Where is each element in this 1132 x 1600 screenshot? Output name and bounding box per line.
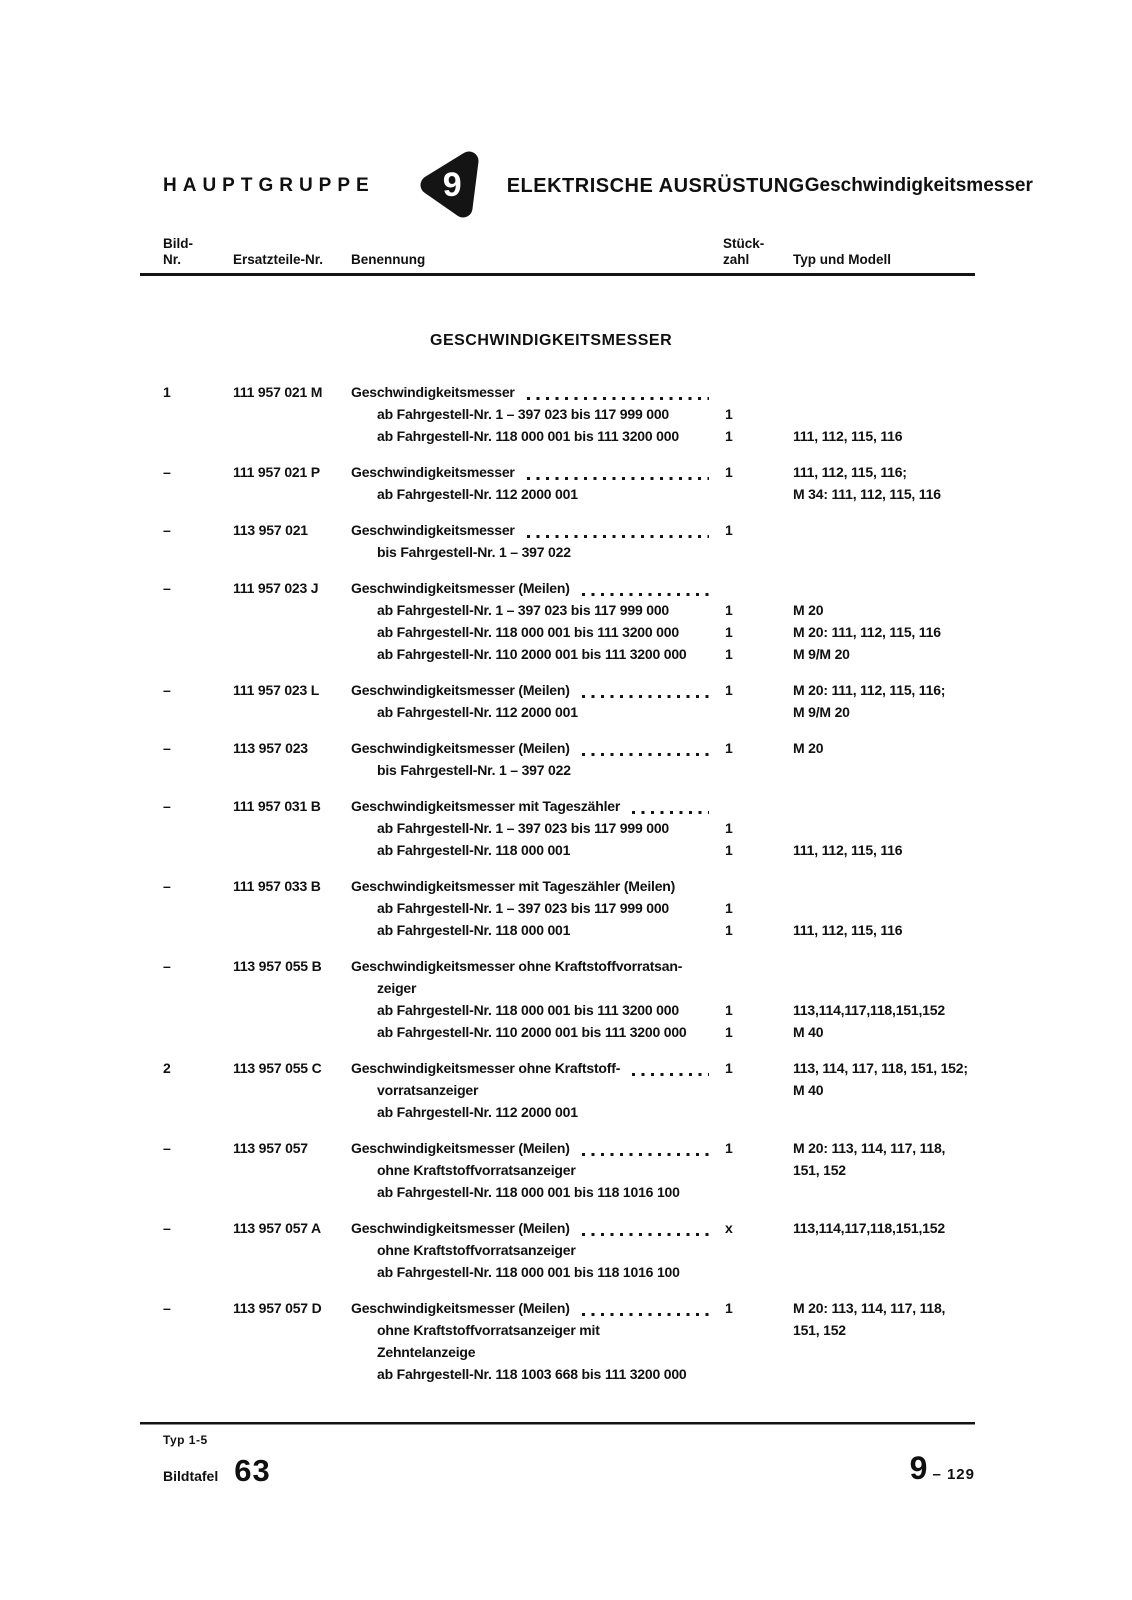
bild-nr-cell: – [163, 1300, 171, 1316]
quantity-cell: 1 [725, 820, 733, 836]
typ-modell-cell: 113, 114, 117, 118, 151, 152; [793, 1060, 968, 1076]
benennung-cell: ab Fahrgestell-Nr. 118 000 001 bis 118 1016 100 [377, 1184, 680, 1200]
quantity-cell [723, 1363, 793, 1385]
typ-modell-cell [793, 795, 970, 817]
part-number-cell: 111 957 021 M [233, 384, 323, 400]
bild-nr-cell [163, 1319, 233, 1341]
typ-modell-cell: M 20: 111, 112, 115, 116 [793, 624, 941, 640]
part-number-cell [233, 1021, 351, 1043]
quantity-cell [723, 1181, 793, 1203]
bild-nr-cell [163, 1181, 233, 1203]
typ-modell-cell [793, 1181, 970, 1203]
quantity-cell [723, 955, 793, 977]
dotted-leader [582, 695, 709, 698]
bild-nr-cell [163, 817, 233, 839]
dotted-leader [632, 1073, 709, 1076]
bild-nr-cell [163, 1239, 233, 1261]
quantity-cell: x [725, 1220, 733, 1236]
part-number-cell [233, 839, 351, 861]
part-number-cell [233, 1341, 351, 1363]
quantity-cell [723, 795, 793, 817]
benennung-cell: Geschwindigkeitsmesser mit Tageszähler [351, 795, 723, 817]
typ-modell-cell: M 20 [793, 740, 824, 756]
typ-modell-cell: 113,114,117,118,151,152 [793, 1220, 945, 1236]
bild-nr-cell [163, 1079, 233, 1101]
quantity-cell: 1 [725, 646, 733, 662]
part-number-cell [233, 599, 351, 621]
bild-nr-cell: – [163, 878, 171, 894]
part-number-cell [233, 643, 351, 665]
table-row [163, 955, 970, 1043]
typ-modell-cell: M 40 [793, 1024, 824, 1040]
bild-nr-cell: – [163, 958, 171, 974]
dotted-leader [527, 397, 709, 400]
benennung-cell: Geschwindigkeitsmesser ohne Kraftstoff- [351, 1057, 723, 1079]
table-row [163, 1057, 970, 1123]
section-title: ELEKTRISCHE AUSRÜSTUNG [506, 174, 805, 197]
benennung-cell: Geschwindigkeitsmesser mit Tageszähler (Meilen) [351, 878, 676, 894]
part-number-cell: 113 957 055 C [233, 1060, 322, 1076]
bild-nr-cell [163, 1363, 233, 1385]
part-number-cell [233, 919, 351, 941]
topic-title: Geschwindigkeitsmesser [804, 175, 1033, 196]
part-number-cell [233, 425, 351, 447]
part-number-cell: 111 957 033 B [233, 878, 321, 894]
quantity-cell: 1 [725, 522, 733, 538]
quantity-cell [723, 759, 793, 781]
part-number-cell: 111 957 031 B [233, 798, 321, 814]
typ-modell-cell [793, 977, 970, 999]
benennung-cell: Geschwindigkeitsmesser (Meilen) [351, 577, 723, 599]
benennung-cell: Geschwindigkeitsmesser ohne Kraftstoffvorratsan- [351, 958, 683, 974]
quantity-cell [723, 1261, 793, 1283]
benennung-cell: Geschwindigkeitsmesser (Meilen) [351, 737, 723, 759]
bild-nr-cell [163, 897, 233, 919]
bild-nr-cell [163, 1341, 233, 1363]
part-number-cell [233, 999, 351, 1021]
benennung-cell: zeiger [377, 980, 417, 996]
quantity-cell [723, 1159, 793, 1181]
quantity-cell: 1 [725, 1300, 733, 1316]
quantity-cell [723, 1341, 793, 1363]
page-header [163, 148, 1033, 224]
bild-nr-cell [163, 425, 233, 447]
benennung-cell: ab Fahrgestell-Nr. 1 – 397 023 bis 117 999 000 [377, 602, 669, 618]
typ-modell-cell: M 20: 113, 114, 117, 118, [793, 1140, 946, 1156]
typ-modell-cell: 151, 152 [793, 1162, 846, 1178]
typ-modell-cell [793, 1363, 970, 1385]
quantity-cell: 1 [725, 1060, 733, 1076]
dotted-leader [632, 811, 709, 814]
benennung-cell: ab Fahrgestell-Nr. 118 000 001 [377, 842, 571, 858]
typ-modell-cell: M 20 [793, 602, 824, 618]
bildtafel [163, 1453, 271, 1489]
typ-modell-cell [793, 577, 970, 599]
part-number-cell: 111 957 023 J [233, 580, 319, 596]
typ-modell-cell: 113,114,117,118,151,152 [793, 1002, 945, 1018]
benennung-cell: Geschwindigkeitsmesser (Meilen) [351, 1217, 723, 1239]
table-row [163, 519, 970, 563]
quantity-cell: 1 [725, 1140, 733, 1156]
quantity-cell: 1 [725, 1024, 733, 1040]
quantity-cell: 1 [725, 900, 733, 916]
parts-table [163, 381, 970, 1385]
bild-nr-cell [163, 541, 233, 563]
bild-nr-cell: – [163, 464, 171, 480]
quantity-cell: 1 [725, 682, 733, 698]
quantity-cell [723, 1101, 793, 1123]
bildtafel-number: 63 [234, 1453, 271, 1488]
bild-nr-cell [163, 759, 233, 781]
footer-rule [140, 1422, 975, 1425]
benennung-cell: ohne Kraftstoffvorratsanzeiger [377, 1162, 576, 1178]
quantity-cell [723, 1319, 793, 1341]
benennung-cell: bis Fahrgestell-Nr. 1 – 397 022 [377, 762, 571, 778]
typ-modell-cell [793, 541, 970, 563]
part-number-cell: 113 957 057 [233, 1140, 308, 1156]
bild-nr-cell [163, 599, 233, 621]
part-number-cell: 113 957 055 B [233, 958, 322, 974]
quantity-cell [723, 483, 793, 505]
benennung-cell: ab Fahrgestell-Nr. 112 2000 001 [377, 486, 578, 502]
benennung-cell: Geschwindigkeitsmesser [351, 461, 723, 483]
bild-nr-cell [163, 643, 233, 665]
benennung-cell: ab Fahrgestell-Nr. 118 000 001 bis 111 3200 000 [377, 624, 679, 640]
dotted-leader [582, 1233, 709, 1236]
bild-nr-cell [163, 483, 233, 505]
part-number-cell [233, 1101, 351, 1123]
bild-nr-cell [163, 1261, 233, 1283]
part-number-cell: 113 957 023 [233, 740, 308, 756]
benennung-cell: ohne Kraftstoffvorratsanzeiger [377, 1242, 576, 1258]
typ-modell-cell: M 34: 111, 112, 115, 116 [793, 486, 941, 502]
table-row [163, 1217, 970, 1283]
benennung-cell: ohne Kraftstoffvorratsanzeiger mit [377, 1322, 600, 1338]
part-number-cell [233, 1239, 351, 1261]
benennung-cell: ab Fahrgestell-Nr. 110 2000 001 bis 111 3200 000 [377, 646, 687, 662]
part-number-cell [233, 977, 351, 999]
typ-modell-cell [793, 403, 970, 425]
typ-modell-cell [793, 1101, 970, 1123]
bild-nr-cell: – [163, 1220, 171, 1236]
table-row [163, 1137, 970, 1203]
typ-modell-cell [793, 1261, 970, 1283]
benennung-cell: ab Fahrgestell-Nr. 1 – 397 023 bis 117 999 000 [377, 900, 669, 916]
header-rule [140, 273, 975, 276]
part-number-cell [233, 759, 351, 781]
column-header-ersatzteile-nr: Ersatzteile-Nr. [233, 252, 324, 267]
dotted-leader [582, 1313, 709, 1316]
quantity-cell: 1 [725, 464, 733, 480]
table-title: GESCHWINDIGKEITSMESSER [430, 332, 673, 349]
dotted-leader [582, 753, 709, 756]
table-row [163, 795, 970, 861]
typ-modell-cell [793, 759, 970, 781]
table-row [163, 737, 970, 781]
quantity-cell: 1 [725, 1002, 733, 1018]
part-number-cell [233, 1261, 351, 1283]
typ-modell-cell [793, 519, 970, 541]
benennung-cell: Zehntelanzeige [377, 1344, 476, 1360]
typ-modell-cell: 111, 112, 115, 116 [793, 842, 903, 858]
column-header-typ-und-modell: Typ und Modell [793, 252, 891, 267]
benennung-cell: ab Fahrgestell-Nr. 1 – 397 023 bis 117 999 000 [377, 406, 669, 422]
table-row [163, 461, 970, 505]
part-number-cell: 111 957 021 P [233, 464, 320, 480]
page-footer [140, 1422, 975, 1489]
bild-nr-cell [163, 621, 233, 643]
typ-modell-cell: M 20: 111, 112, 115, 116; [793, 682, 946, 698]
table-row [163, 381, 970, 447]
table-row [163, 679, 970, 723]
typ-modell-cell [793, 897, 970, 919]
bild-nr-cell: – [163, 682, 171, 698]
part-number-cell [233, 1079, 351, 1101]
benennung-cell: ab Fahrgestell-Nr. 110 2000 001 bis 111 3200 000 [377, 1024, 687, 1040]
quantity-cell [723, 1239, 793, 1261]
quantity-cell [723, 381, 793, 403]
part-number-cell [233, 897, 351, 919]
bild-nr-cell [163, 999, 233, 1021]
bild-nr-cell [163, 403, 233, 425]
part-number-cell: 113 957 057 A [233, 1220, 321, 1236]
table-row [163, 577, 970, 665]
table-row [163, 875, 970, 941]
group-number: 9 [442, 165, 462, 204]
quantity-cell [723, 701, 793, 723]
typ-modell-cell: M 20: 113, 114, 117, 118, [793, 1300, 946, 1316]
group-number-badge [419, 149, 481, 223]
quantity-cell [723, 977, 793, 999]
quantity-cell: 1 [725, 428, 733, 444]
benennung-cell: Geschwindigkeitsmesser [351, 519, 723, 541]
typ-modell-cell: M 9/M 20 [793, 646, 850, 662]
bild-nr-cell [163, 839, 233, 861]
typ-modell-cell: M 9/M 20 [793, 704, 850, 720]
bild-nr-cell: 2 [163, 1060, 171, 1076]
dotted-leader [582, 593, 709, 596]
bild-nr-cell: – [163, 740, 171, 756]
quantity-cell: 1 [725, 624, 733, 640]
bildtafel-label: Bildtafel [163, 1468, 219, 1484]
benennung-cell: ab Fahrgestell-Nr. 112 2000 001 [377, 704, 578, 720]
typ-modell-cell: 111, 112, 115, 116 [793, 922, 903, 938]
column-headers [163, 236, 970, 268]
table-row [163, 1297, 970, 1385]
benennung-cell: Geschwindigkeitsmesser (Meilen) [351, 679, 723, 701]
part-number-cell: 111 957 023 L [233, 682, 320, 698]
bild-nr-cell: – [163, 798, 171, 814]
column-header-stueckzahl: Stück- zahl [723, 236, 765, 267]
typ-modell-cell [793, 955, 970, 977]
part-number-cell [233, 817, 351, 839]
part-number-cell [233, 1319, 351, 1341]
part-number-cell [233, 1363, 351, 1385]
quantity-cell [723, 577, 793, 599]
benennung-cell: ab Fahrgestell-Nr. 112 2000 001 [377, 1104, 578, 1120]
bild-nr-cell [163, 977, 233, 999]
typ-modell-cell: 111, 112, 115, 116 [793, 428, 903, 444]
part-number-cell: 113 957 057 D [233, 1300, 322, 1316]
part-number-cell [233, 621, 351, 643]
part-number-cell [233, 701, 351, 723]
typ-modell-cell: M 40 [793, 1082, 824, 1098]
benennung-cell: Geschwindigkeitsmesser (Meilen) [351, 1137, 723, 1159]
quantity-cell [723, 1079, 793, 1101]
page-group-number: 9 [909, 1450, 928, 1486]
typ-range-label: Typ 1-5 [163, 1433, 208, 1447]
benennung-cell: ab Fahrgestell-Nr. 118 1003 668 bis 111 3200 000 [377, 1366, 687, 1382]
bild-nr-cell [163, 1159, 233, 1181]
typ-modell-cell [793, 1341, 970, 1363]
typ-modell-cell [793, 875, 970, 897]
benennung-cell: ab Fahrgestell-Nr. 118 000 001 bis 111 3200 000 [377, 428, 679, 444]
benennung-cell: vorratsanzeiger [377, 1082, 479, 1098]
benennung-cell: ab Fahrgestell-Nr. 118 000 001 bis 118 1016 100 [377, 1264, 680, 1280]
part-number-cell [233, 1159, 351, 1181]
part-number-cell [233, 1181, 351, 1203]
quantity-cell: 1 [725, 740, 733, 756]
benennung-cell: Geschwindigkeitsmesser (Meilen) [351, 1297, 723, 1319]
benennung-cell: ab Fahrgestell-Nr. 118 000 001 bis 111 3200 000 [377, 1002, 679, 1018]
part-number-cell [233, 541, 351, 563]
typ-modell-cell: 111, 112, 115, 116; [793, 464, 907, 480]
dotted-leader [527, 535, 709, 538]
bild-nr-cell: 1 [163, 384, 171, 400]
quantity-cell [723, 541, 793, 563]
bild-nr-cell: – [163, 580, 171, 596]
bild-nr-cell: – [163, 522, 171, 538]
benennung-cell: ab Fahrgestell-Nr. 1 – 397 023 bis 117 999 000 [377, 820, 669, 836]
benennung-cell: ab Fahrgestell-Nr. 118 000 001 [377, 922, 571, 938]
bild-nr-cell [163, 919, 233, 941]
part-number-cell [233, 483, 351, 505]
typ-modell-cell [793, 817, 970, 839]
footer-left [163, 1433, 271, 1489]
quantity-cell [723, 875, 793, 897]
quantity-cell: 1 [725, 602, 733, 618]
page-number: – 129 [932, 1466, 975, 1483]
bild-nr-cell: – [163, 1140, 171, 1156]
typ-modell-cell [793, 1239, 970, 1261]
bild-nr-cell [163, 1101, 233, 1123]
benennung-cell: Geschwindigkeitsmesser [351, 381, 723, 403]
part-number-cell [233, 403, 351, 425]
part-number-cell: 113 957 021 [233, 522, 308, 538]
typ-modell-cell [793, 381, 970, 403]
column-header-benennung: Benennung [351, 252, 426, 267]
benennung-cell: bis Fahrgestell-Nr. 1 – 397 022 [377, 544, 571, 560]
hauptgruppe-label: HAUPTGRUPPE [163, 175, 375, 196]
quantity-cell: 1 [725, 922, 733, 938]
bild-nr-cell [163, 1021, 233, 1043]
typ-modell-cell: 151, 152 [793, 1322, 846, 1338]
page-reference [910, 1450, 975, 1489]
quantity-cell: 1 [725, 842, 733, 858]
dotted-leader [527, 477, 709, 480]
column-header-bild-nr: Bild- Nr. [163, 236, 193, 267]
dotted-leader [582, 1153, 709, 1156]
bild-nr-cell [163, 701, 233, 723]
quantity-cell: 1 [725, 406, 733, 422]
